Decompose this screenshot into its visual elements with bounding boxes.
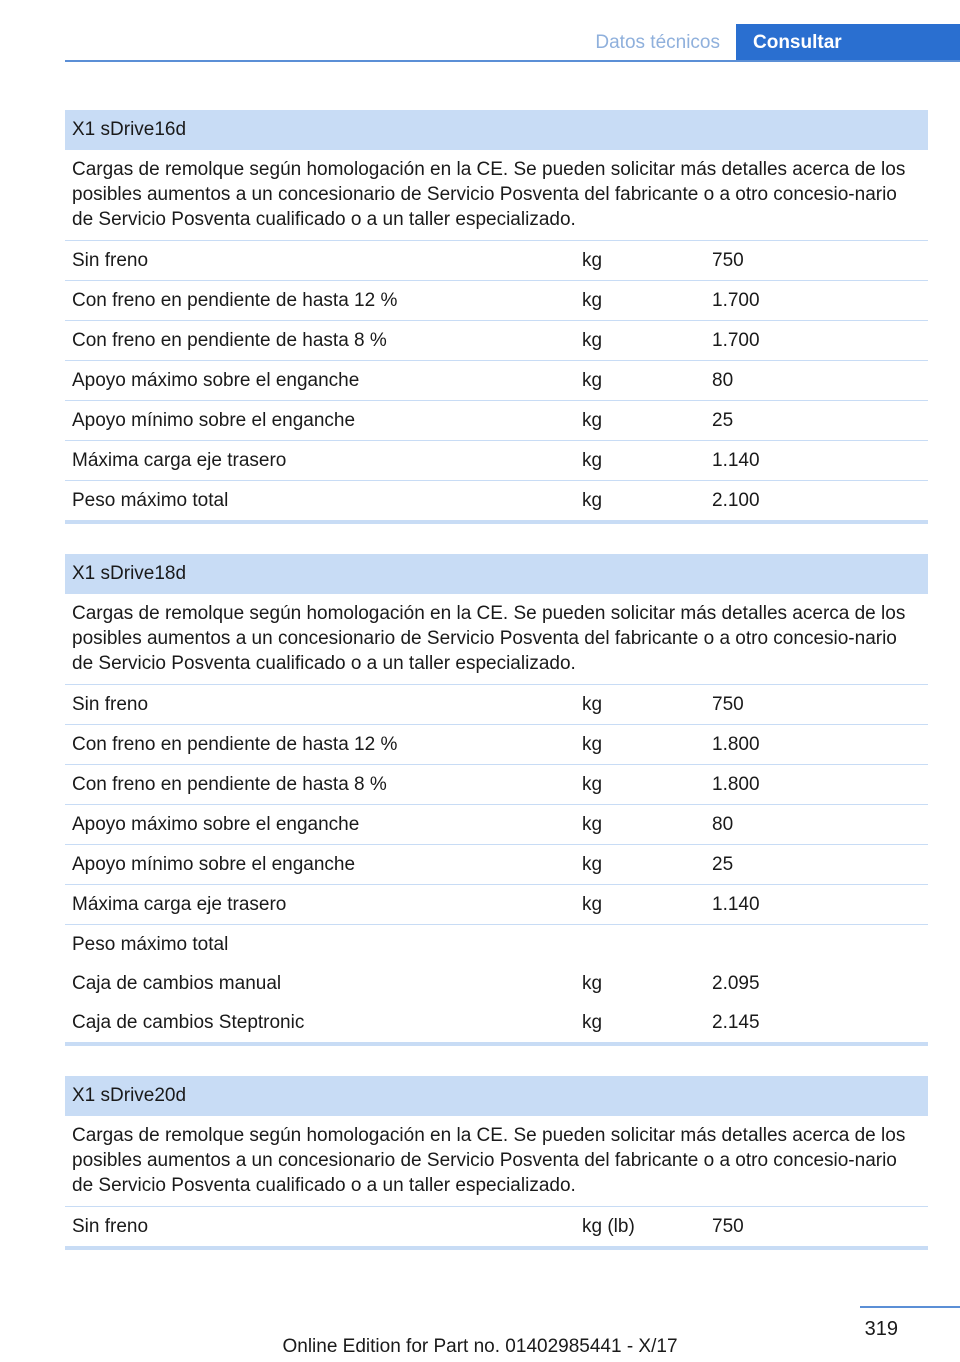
header-divider — [65, 60, 960, 62]
page-header — [65, 0, 960, 62]
table-row — [65, 361, 928, 401]
row-label: Máxima carga eje trasero — [72, 450, 287, 471]
table-description: Cargas de remolque según homologación en la CE. Se pueden solicitar más detalles acerca de los posibles aumentos a un concesionario de Servicio Posventa del fabricante o a otro concesio-nario de Servicio Posventa cualificado o a un taller especializado. — [65, 1116, 928, 1207]
row-unit: kg (lb) — [582, 1216, 635, 1237]
table-row — [65, 401, 928, 441]
table-row — [65, 1207, 928, 1246]
table-end-bar — [65, 1246, 928, 1250]
row-label: Sin freno — [72, 250, 149, 271]
row-label: Con freno en pendiente de hasta 12 % — [72, 734, 398, 755]
row-label: Apoyo mínimo sobre el enganche — [72, 854, 356, 875]
row-label: Con freno en pendiente de hasta 8 % — [72, 774, 387, 795]
row-unit: kg — [582, 694, 603, 715]
table-row — [65, 845, 928, 885]
table-row — [65, 441, 928, 481]
row-unit: kg — [582, 973, 603, 994]
spec-table-sdrive16d — [65, 110, 928, 524]
consultar-tab[interactable]: Consultar — [736, 24, 960, 62]
row-value: 750 — [712, 1216, 744, 1237]
row-value: 1.800 — [712, 734, 760, 755]
row-unit: kg — [582, 854, 603, 875]
row-unit: kg — [582, 410, 603, 431]
table-row — [65, 885, 928, 925]
row-value: 750 — [712, 250, 744, 271]
page-number: 319 — [864, 1318, 898, 1340]
row-value: 1.800 — [712, 774, 760, 795]
row-value: 80 — [712, 814, 734, 835]
row-label: Apoyo máximo sobre el enganche — [72, 814, 360, 835]
table-row — [65, 765, 928, 805]
row-unit: kg — [582, 894, 603, 915]
row-value: 1.140 — [712, 894, 760, 915]
edition-note: Online Edition for Part no. 01402985441 - X/17 — [282, 1336, 678, 1357]
row-unit: kg — [582, 490, 603, 511]
table-description: Cargas de remolque según homologación en la CE. Se pueden solicitar más detalles acerca de los posibles aumentos a un concesionario de Servicio Posventa del fabricante o a otro concesio-nario de Servicio Posventa cualificado o a un taller especializado. — [65, 150, 928, 241]
row-label: Apoyo máximo sobre el enganche — [72, 370, 360, 391]
spec-table-sdrive18d — [65, 554, 928, 1046]
row-label: Caja de cambios manual — [72, 973, 282, 994]
row-label: Peso máximo total — [72, 934, 229, 955]
row-label: Máxima carga eje trasero — [72, 894, 287, 915]
row-value: 2.095 — [712, 973, 760, 994]
row-unit: kg — [582, 1012, 603, 1033]
table-row — [65, 964, 928, 1003]
row-value: 750 — [712, 694, 744, 715]
table-row — [65, 481, 928, 520]
row-value: 2.145 — [712, 1012, 760, 1033]
row-value: 80 — [712, 370, 734, 391]
row-unit: kg — [582, 250, 603, 271]
row-label: Con freno en pendiente de hasta 12 % — [72, 290, 398, 311]
row-unit: kg — [582, 290, 603, 311]
row-label: Sin freno — [72, 694, 149, 715]
row-unit: kg — [582, 450, 603, 471]
row-value: 2.100 — [712, 490, 760, 511]
row-unit: kg — [582, 814, 603, 835]
table-end-bar — [65, 1042, 928, 1046]
row-value: 25 — [712, 410, 734, 431]
table-title: X1 sDrive16d — [65, 110, 928, 150]
table-title: X1 sDrive18d — [65, 554, 928, 594]
row-unit: kg — [582, 370, 603, 391]
table-description: Cargas de remolque según homologación en la CE. Se pueden solicitar más detalles acerca de los posibles aumentos a un concesionario de Servicio Posventa del fabricante o a otro concesio-nario de Servicio Posventa cualificado o a un taller especializado. — [65, 594, 928, 685]
table-title: X1 sDrive20d — [65, 1076, 928, 1116]
row-unit: kg — [582, 734, 603, 755]
row-value: 1.700 — [712, 290, 760, 311]
table-row — [65, 925, 928, 964]
row-value: 1.140 — [712, 450, 760, 471]
row-label: Apoyo mínimo sobre el enganche — [72, 410, 356, 431]
table-end-bar — [65, 520, 928, 524]
spec-content — [65, 110, 928, 1280]
row-label: Sin freno — [72, 1216, 149, 1237]
table-row — [65, 281, 928, 321]
row-label: Caja de cambios Steptronic — [72, 1012, 305, 1033]
row-value: 25 — [712, 854, 734, 875]
table-row — [65, 725, 928, 765]
table-row — [65, 1003, 928, 1042]
table-row — [65, 321, 928, 361]
footer-divider — [860, 1306, 960, 1308]
row-label: Peso máximo total — [72, 490, 229, 511]
row-label: Con freno en pendiente de hasta 8 % — [72, 330, 387, 351]
row-value: 1.700 — [712, 330, 760, 351]
row-unit — [582, 925, 712, 964]
row-unit: kg — [582, 330, 603, 351]
row-unit: kg — [582, 774, 603, 795]
row-value — [712, 925, 928, 964]
table-row — [65, 805, 928, 845]
table-row — [65, 241, 928, 281]
section-label[interactable]: Datos técnicos — [595, 32, 720, 53]
spec-table-sdrive20d — [65, 1076, 928, 1250]
table-row — [65, 685, 928, 725]
